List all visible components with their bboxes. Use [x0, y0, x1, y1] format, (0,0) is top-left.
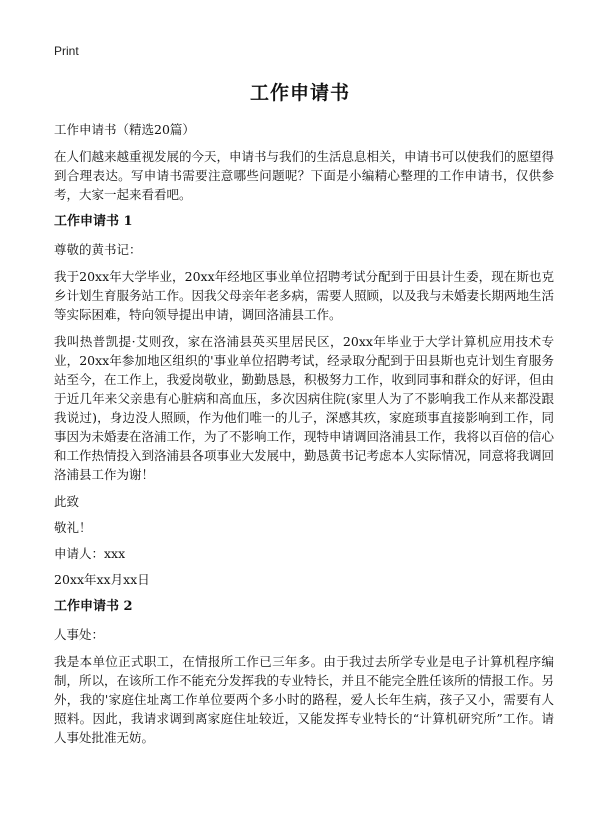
letter1-salutation: 尊敬的黄书记：	[54, 242, 142, 257]
letter1-paragraph-2: 我叫热普凯提·艾则孜，家在洛浦县英买里居民区，20xx年毕业于大学计算机应用技术专业，20xx年参加地区组织的'事业单位招聘考试，经录取分配到于田县斯也克计划生育服务站至今，在工作上，我爱岗敬业，勤勤恳恳，积极努力工作，收到同事和群众的好评，但由于近几年来父亲患有心脏病和高血压，多次因病住院(家里人为了不影响我工作从来都没跟我说过)，身边没人照顾，作为他们唯一的儿子，深感其疚，家庭琐事直接影响到工作，同事因为未婚妻在洛浦工作，为了不影响工作，现特申请调回洛浦县工作，我将以百倍的信心和工作热情投入到洛浦县各项事业大发展中，勤恳黄书记考虑本人实际情况，同意将我调回洛浦县工作为谢！	[54, 334, 555, 482]
letter1-paragraph-1: 我于20xx年大学毕业，20xx年经地区事业单位招聘考试分配到于田县计生委，现在斯也克乡计划生育服务站工作。因我父母亲年老多病，需要人照顾，以及我与未婚妻长期两地生活等实际困难，特向领导提出申请，调回洛浦县工作。	[54, 269, 555, 322]
print-link[interactable]: Print	[54, 44, 79, 58]
letter1-closing-1: 此致	[54, 494, 80, 509]
letter1-heading: 工作申请书 1	[54, 214, 133, 229]
subtitle: 工作申请书（精选20篇）	[54, 122, 195, 137]
letter1-closing-2: 敬礼！	[54, 520, 92, 535]
document-body	[54, 120, 554, 755]
intro-paragraph: 在人们越来越重视发展的今天，申请书与我们的生活息息相关，申请书可以使我们的愿望得到合理表达。写申请书需要注意哪些问题呢？下面是小编精心整理的工作申请书，仅供参考，大家一起来看看吧。	[54, 149, 555, 202]
letter2-paragraph-1: 我是本单位正式职工，在情报所工作已三年多。由于我过去所学专业是电子计算机程序编制，所以，在该所工作不能充分发挥我的专业特长，并且不能完全胜任该所的情报工作。另外，我的'家庭住址离工作单位要两个多小时的路程，爱人长年生病，孩子又小，需要有人照料。因此，我请求调到离家庭住址较近，又能发挥专业特长的“计算机研究所”工作。请人事处批准无妨。	[54, 654, 555, 745]
letter2-salutation: 人事处：	[54, 627, 105, 642]
page-title: 工作申请书	[249, 82, 350, 104]
letter2-heading: 工作申请书 2	[54, 599, 133, 614]
letter1-applicant: 申请人：xxx	[54, 546, 126, 561]
letter1-date: 20xx年xx月xx日	[54, 572, 150, 587]
